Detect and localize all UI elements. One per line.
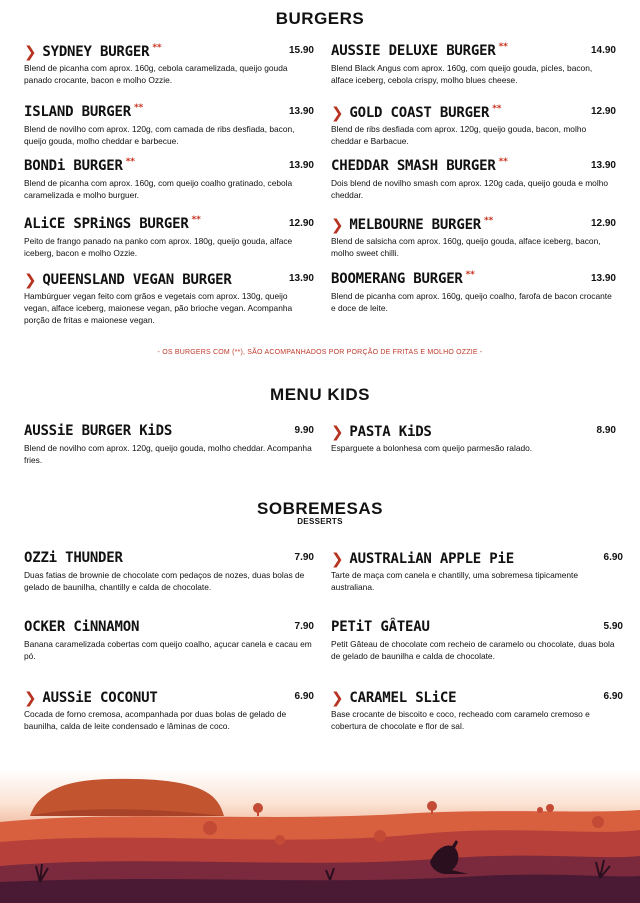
item-name: MELBOURNE BURGER (349, 217, 482, 233)
stars-marker: ** (152, 43, 162, 53)
item-price: 7.90 (294, 621, 314, 632)
item-description: Blend de picanha com aprox. 160g, com queijo coalho gratinado, cebola caramelizada e molho burguer. (24, 178, 293, 200)
item-description: Cocada de forno cremosa, acompanhada por duas bolas de gelado de baunilha, calda de leite condensado e lâminas de coco. (24, 709, 287, 731)
chevron-right-icon: ❯ (331, 216, 344, 234)
menu-item (331, 550, 623, 593)
item-description: Tarte de maça com canela e chantilly, uma sobremesa tipicamente australiana. (331, 570, 579, 592)
item-description: Blend de novilho com aprox. 120g, queijo gouda, molho cheddar. Acompanha fries. (24, 443, 312, 465)
item-price: 7.90 (294, 552, 314, 563)
stars-marker: ** (465, 270, 475, 280)
menu-item (331, 104, 616, 147)
menu-item (24, 619, 314, 662)
item-name: OZZi THUNDER (24, 550, 123, 566)
item-name: CHEDDAR SMASH BURGER (331, 158, 496, 174)
stars-marker: ** (484, 216, 494, 226)
item-description: Banana caramelizada cobertas com queijo coalho, açucar canela e cacau em pó. (24, 639, 312, 661)
item-price: 12.90 (590, 218, 616, 229)
outback-landscape-illustration (0, 770, 640, 903)
item-name: AUSSiE COCONUT (42, 690, 158, 706)
item-name: AUSTRALiAN APPLE PiE (349, 551, 514, 567)
item-name: ALiCE SPRiNGS BURGER (24, 216, 189, 232)
menu-item (24, 550, 314, 593)
chevron-right-icon: ❯ (24, 43, 37, 61)
item-name: AUSSiE BURGER KiDS (24, 423, 173, 439)
item-name: BONDi BURGER (24, 158, 123, 174)
burgers-note: - OS BURGERS COM (**), SÃO ACOMPANHADOS POR PORÇÃO DE FRITAS E MOLHO OZZIE - (157, 349, 483, 356)
item-description: Esparguete a bolonhesa com queijo parmesão ralado. (331, 443, 533, 453)
item-name: ISLAND BURGER (24, 104, 131, 120)
item-price: 13.90 (590, 160, 616, 171)
menu-item (331, 423, 616, 454)
chevron-right-icon: ❯ (24, 271, 37, 289)
item-description: Duas fatias de brownie de chocolate com pedaços de nozes, duas bolas de gelado de baunilha, chantilly e calda de chocolate. (24, 570, 305, 592)
item-description: Hambúrguer vegan feito com grãos e vegetais com aprox. 130g, queijo vegan, alface iceberg, maionese vegan, pão brioche vegan. Acompanha porção de fritas e maionese vegan. (24, 291, 293, 325)
stars-marker: ** (492, 104, 502, 114)
stars-marker: ** (498, 42, 508, 52)
item-name: QUEENSLAND VEGAN BURGER (42, 272, 232, 288)
item-name: AUSSIE DELUXE BURGER (331, 43, 496, 59)
item-description: Base crocante de biscoito e coco, recheado com caramelo cremoso e cobertura de chocolate e flor de sal. (331, 709, 590, 731)
item-name: BOOMERANG BURGER (331, 271, 463, 287)
section-title-desserts: SOBREMESAS (257, 499, 383, 518)
section-title-burgers: BURGERS (275, 9, 365, 28)
item-description: Blend de picanha com aprox. 160g, cebola caramelizada, queijo gouda panado crocante, bacon e molho Ozzie. (24, 63, 288, 85)
menu-item (24, 158, 314, 201)
item-price: 8.90 (596, 425, 616, 436)
chevron-right-icon: ❯ (331, 689, 344, 707)
item-price: 12.90 (288, 218, 314, 229)
item-price: 6.90 (603, 552, 623, 563)
chevron-right-icon: ❯ (331, 423, 344, 441)
stars-marker: ** (125, 157, 135, 167)
stars-marker: ** (191, 215, 201, 225)
item-description: Blend de ribs desfiada com aprox. 120g, queijo gouda, bacon, molho cheddar e Barbacue. (331, 124, 587, 146)
item-price: 5.90 (603, 621, 623, 632)
item-price: 6.90 (603, 691, 623, 702)
item-price: 13.90 (288, 106, 314, 117)
chevron-right-icon: ❯ (24, 689, 37, 707)
menu-item (24, 104, 314, 147)
item-description: Petit Gâteau de chocolate com recheio de caramelo ou chocolate, duas bola de gelado de baunilha e calda de chocolate. (331, 639, 615, 661)
item-description: Dois blend de novilho smash com aprox. 120g cada, queijo gouda e molho cheddar. (331, 178, 609, 200)
item-name: SYDNEY BURGER (42, 44, 150, 60)
chevron-right-icon: ❯ (331, 550, 344, 568)
menu-item (24, 216, 314, 259)
section-subtitle-desserts: DESSERTS (297, 517, 343, 526)
item-name: OCKER CiNNAMON (24, 619, 140, 635)
section-title-kids: MENU KIDS (270, 385, 370, 404)
menu-item (331, 216, 616, 259)
item-description: Blend Black Angus com aprox. 160g, com queijo gouda, picles, bacon, alface iceberg, cebola crispy, molho blues cheese. (331, 63, 593, 85)
item-price: 13.90 (288, 273, 314, 284)
menu-item (331, 689, 623, 732)
item-description: Blend de novilho com aprox. 120g, com camada de ribs desfiada, bacon, queijo gouda, molho cheddar e barbecue. (24, 124, 295, 146)
item-name: GOLD COAST BURGER (349, 105, 490, 121)
item-name: PETiT GÂTEAU (331, 619, 430, 635)
item-price: 15.90 (288, 45, 314, 56)
menu-item (24, 43, 314, 86)
menu-item (24, 423, 314, 466)
menu-item (331, 158, 616, 201)
chevron-right-icon: ❯ (331, 104, 344, 122)
item-price: 14.90 (590, 45, 616, 56)
item-price: 9.90 (294, 425, 314, 436)
item-price: 6.90 (294, 691, 314, 702)
item-price: 13.90 (288, 160, 314, 171)
item-description: Peito de frango panado na panko com aprox. 180g, queijo gouda, alface iceberg, bacon e molho Ozzie. (24, 236, 293, 258)
menu-item (331, 271, 616, 314)
item-price: 12.90 (590, 106, 616, 117)
stars-marker: ** (133, 103, 143, 113)
item-name: PASTA KiDS (349, 424, 432, 440)
item-name: CARAMEL SLiCE (349, 690, 457, 706)
menu-item (331, 619, 623, 662)
item-description: Blend de picanha com aprox. 160g, queijo coalho, farofa de bacon crocante e doce de leite. (331, 291, 612, 313)
item-price: 13.90 (590, 273, 616, 284)
stars-marker: ** (498, 157, 508, 167)
menu-item (24, 271, 314, 326)
menu-item (331, 43, 616, 86)
item-description: Blend de salsicha com aprox. 160g, queijo gouda, alface iceberg, bacon, molho sweet chilli. (331, 236, 601, 258)
menu-item (24, 689, 314, 732)
